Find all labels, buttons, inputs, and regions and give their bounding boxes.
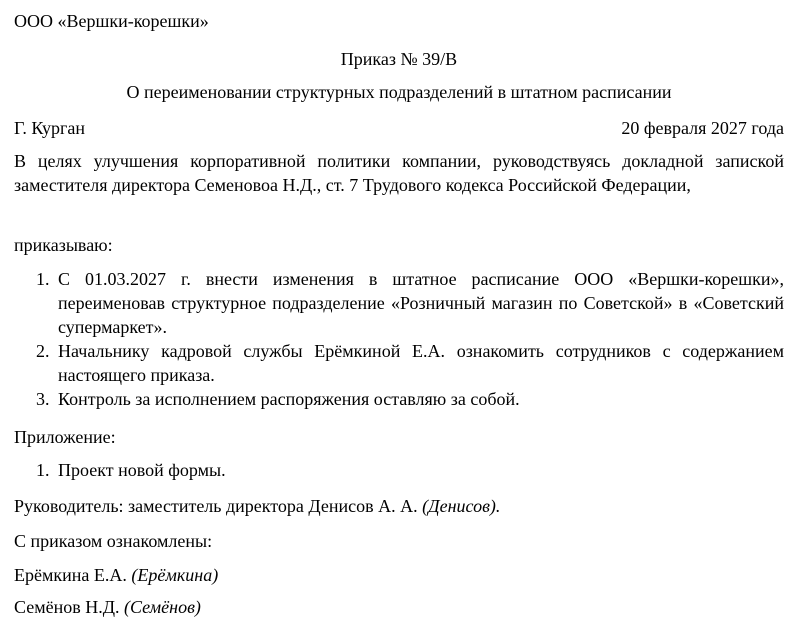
- acquainted-label: С приказом ознакомлены:: [14, 531, 213, 551]
- item-number: 3.: [36, 389, 50, 409]
- person-name: Ерёмкина Е.А.: [14, 565, 127, 585]
- head-signature: (Денисов).: [422, 496, 501, 516]
- order-item: [14, 339, 784, 387]
- order-date: 20 февраля 2027 года: [621, 118, 784, 138]
- preamble-paragraph: В целях улучшения корпоративной политики компании, руководствуясь докладной запиской заместителя директора Семеновоа Н.Д., ст. 7 Трудового кодекса Российской Федерации,: [14, 151, 784, 195]
- organization-name: ООО «Вершки-корешки»: [14, 11, 209, 31]
- acquainted-person: [14, 564, 218, 586]
- order-items-list: [14, 267, 784, 411]
- appendix-item: [14, 458, 784, 482]
- item-number: 2.: [36, 341, 50, 361]
- place-date-row: [14, 117, 784, 139]
- city: Г. Курган: [14, 118, 86, 138]
- item-number: 1.: [36, 460, 50, 480]
- item-text: Проект новой формы.: [58, 460, 226, 480]
- order-subject: О переименовании структурных подразделений в штатном расписании: [126, 82, 672, 102]
- item-text: Начальнику кадровой службы Ерёмкиной Е.А. ознакомить сотрудников с содержанием настоящего приказа.: [58, 341, 784, 385]
- item-text: С 01.03.2027 г. внести изменения в штатное расписание ООО «Вершки-корешки», переименовав структурное подразделение «Розничный магазин по Советской» в «Советский супермаркет».: [58, 269, 784, 337]
- order-item: [14, 267, 784, 339]
- appendix-list: [14, 458, 784, 482]
- head-text: Руководитель: заместитель директора Денисов А. А.: [14, 496, 418, 516]
- order-word: приказываю:: [14, 235, 113, 255]
- head-signature-line: [14, 495, 500, 517]
- item-number: 1.: [36, 269, 50, 289]
- person-signature: (Ерёмкина): [131, 565, 219, 585]
- person-signature: (Семёнов): [124, 597, 201, 617]
- order-title: Приказ № 39/В: [340, 49, 458, 69]
- order-item: [14, 387, 784, 411]
- item-text: Контроль за исполнением распоряжения оставляю за собой.: [58, 389, 520, 409]
- person-name: Семёнов Н.Д.: [14, 597, 120, 617]
- appendix-label: Приложение:: [14, 427, 116, 447]
- acquainted-person: [14, 596, 201, 618]
